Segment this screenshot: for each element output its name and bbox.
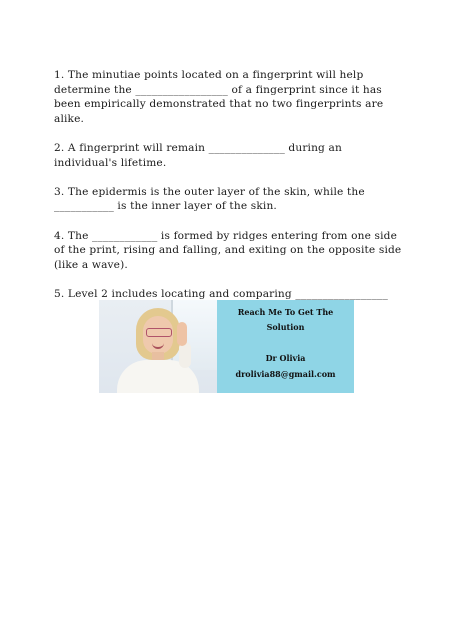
question-1: 1. The minutiae points located on a fingerprint will help determine the _________________ of a fingerprint since it has been empirically demonstrated that no two fingerprints are alike. bbox=[54, 69, 387, 125]
contact-email[interactable]: drolivia88@gmail.com bbox=[235, 369, 336, 379]
question-3: 3. The epidermis is the outer layer of the skin, while the ___________ is the inner layer of the skin. bbox=[54, 185, 369, 213]
question-4: 4. The ____________ is formed by ridges entering from one side of the print, rising and falling, and exiting on the opposite side (like a wave). bbox=[54, 229, 405, 271]
contact-panel bbox=[217, 300, 354, 393]
promo-line-1: Reach Me To Get The bbox=[237, 307, 334, 317]
question-2: 2. A fingerprint will remain ______________ during an individual's lifetime. bbox=[54, 141, 346, 169]
question-list bbox=[54, 68, 404, 316]
question-5: 5. Level 2 includes locating and comparing _________________ bbox=[54, 287, 388, 300]
woman-photo bbox=[99, 300, 217, 393]
promo-banner bbox=[99, 300, 354, 393]
promo-line-2: Solution bbox=[266, 322, 305, 332]
contact-name: Dr Olivia bbox=[265, 353, 306, 363]
